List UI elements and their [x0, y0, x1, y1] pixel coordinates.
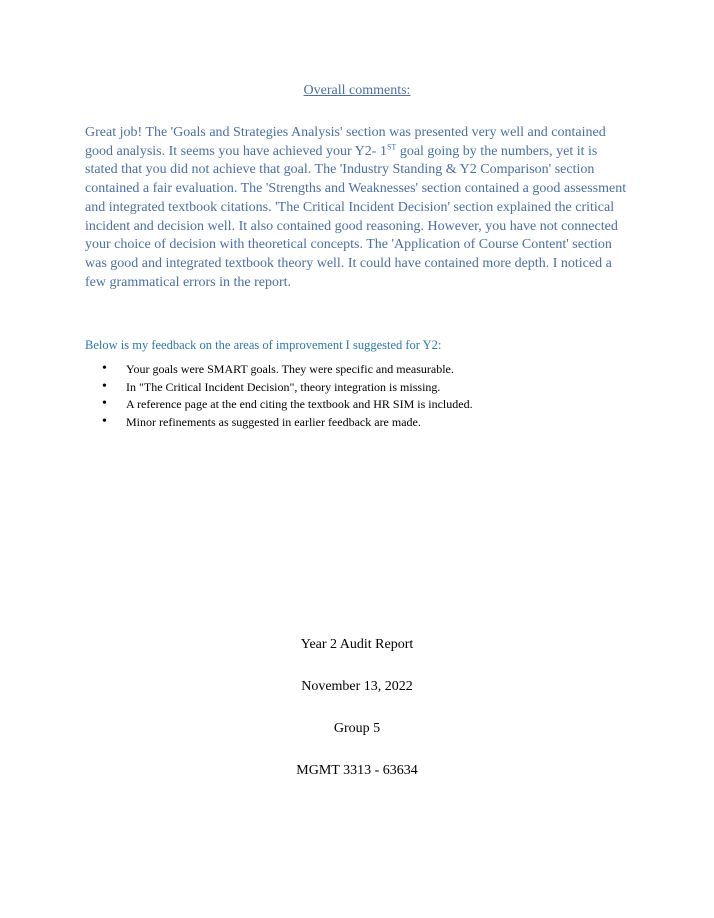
overall-comments-heading: Overall comments:: [303, 83, 411, 98]
list-item: [100, 396, 473, 414]
bullet-icon: •: [102, 378, 107, 394]
bullet-icon: •: [102, 361, 107, 376]
list-item: [100, 414, 473, 432]
comment-text-part-2: goal going by the numbers, yet it is stated that you did not achieve that goal. The 'Industry Standing & Y2 Comparison' section contained a fair evaluation. The 'Strengths and Weaknesses' section contained a good assessment and integrated textbook citations. 'The Critical Incident Decision' section explained the critical incident and decision well. It also contained good reasoning. However, you have not connected your choice of decision with theoretical concepts. The 'Application of Course Content' section was good and integrated textbook theory well. It could have contained more depth. I noticed a few grammatical errors in the report.: [85, 143, 627, 290]
feedback-intro: Below is my feedback on the areas of improvement I suggested for Y2:: [85, 338, 442, 352]
bullet-icon: •: [102, 413, 107, 429]
comment-text-part-1: Great job! The 'Goals and Strategies Analysis' section was presented very well and contained good analysis. It seems you have achieved your Y2- 1: [85, 125, 606, 159]
list-item-text: A reference page at the end citing the textbook and HR SIM is included.: [126, 397, 473, 411]
list-item: [100, 361, 473, 379]
report-date: November 13, 2022: [301, 679, 413, 694]
list-item: [100, 379, 473, 397]
list-item-text: Minor refinements as suggested in earlier feedback are made.: [126, 414, 421, 429]
list-item-text: Your goals were SMART goals. They were specific and measurable.: [126, 362, 454, 376]
list-item-text: In "The Critical Incident Decision", theory integration is missing.: [126, 379, 441, 394]
cover-block: [0, 636, 714, 804]
report-title: Year 2 Audit Report: [300, 637, 414, 652]
feedback-list: [100, 361, 473, 431]
group-name: Group 5: [333, 721, 381, 736]
course-code: MGMT 3313 - 63634: [296, 763, 418, 778]
bullet-icon: •: [102, 396, 107, 411]
superscript-st: ST: [386, 142, 397, 152]
overall-comments-paragraph: [85, 124, 633, 292]
